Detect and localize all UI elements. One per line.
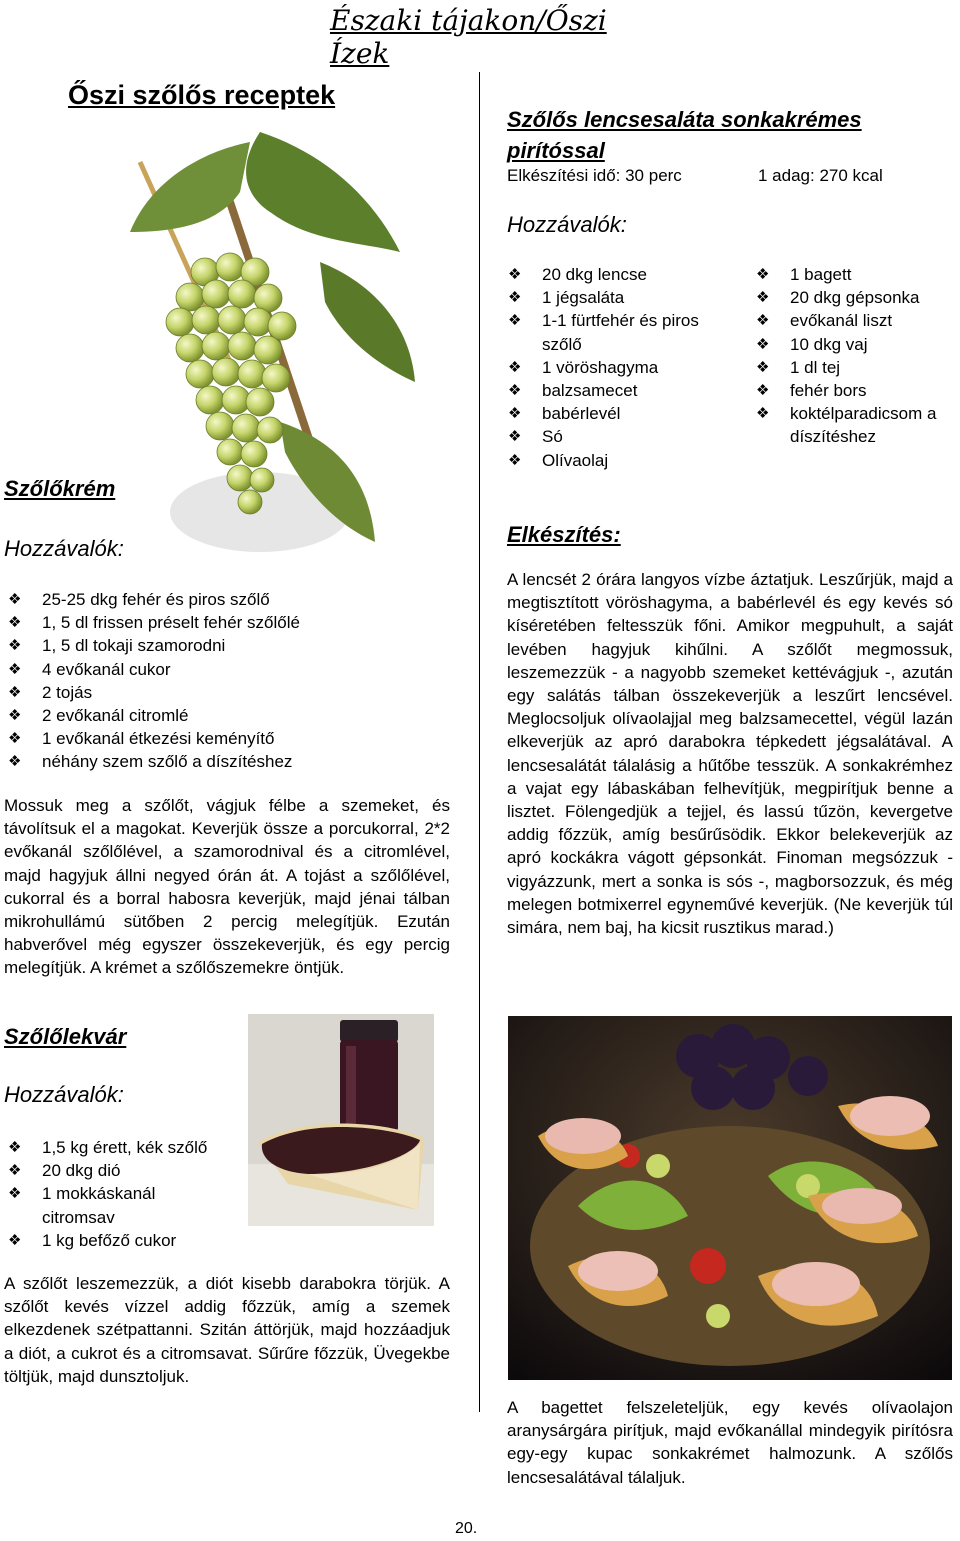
recipe2-method: A szőlőt leszemezzük, a diót kisebb darabokra törjük. A szőlőt kevés vízzel addig főzzük, amíg a szemek elkezdenek szétpattanni. Szitán áttörjük, majd hozzáadjuk a diót, a cukrot és a citromsavat. Sűrűre főzzük, Üvegekbe töltjük, majd dunsztoljuk. [4, 1274, 450, 1386]
page-number: 20. [455, 1520, 478, 1537]
list-item: ❖ Olívaolaj [508, 449, 734, 472]
list-item: ❖ 1, 5 dl frissen préselt fehér szőlőlé [8, 611, 448, 634]
list-item: ❖ 1 kg befőző cukor [8, 1229, 238, 1252]
four-diamond-bullet-icon: ❖ [508, 382, 522, 400]
recipe1-method: Mossuk meg a szőlőt, vágjuk félbe a szemeket, és távolítsuk el a magokat. Keverjük össze a porcukorral, 2*2 evőkanál szőlőlével, a szamorodnival és a citromlével, majd hagyjuk állni negyed órán át. A tojást a szőlőlével, cukorral és a borral habosra keverjük, majd jénai tálban mikrohullámú sütőben 2 percig melegítjük. Ezután habverővel még egyszer összekeverjük, és egy percig melegítjük. A krémet a szőlőszemekre öntjük. [4, 796, 450, 978]
recipe1-ingredients-heading: Hozzávalók: [4, 536, 124, 561]
list-item: ❖ 10 dkg vaj [756, 333, 956, 356]
list-item: ❖ fehér bors [756, 379, 956, 402]
four-diamond-bullet-icon: ❖ [8, 591, 22, 608]
four-diamond-bullet-icon: ❖ [8, 1139, 22, 1156]
four-diamond-bullet-icon: ❖ [508, 405, 522, 423]
list-item: ❖ 1-1 fürtfehér és piros szőlő [508, 311, 699, 354]
list-item: ❖ 25-25 dkg fehér és piros szőlő [8, 588, 448, 611]
grape-jam-photo [248, 1014, 434, 1226]
recipe3-ingredient-list-2 [756, 263, 956, 449]
recipe3-title: Szőlős lencsesaláta sonkakrémes pirítóssal [507, 107, 862, 163]
recipe1-title: Szőlőkrém [4, 476, 116, 501]
list-item: ❖ 20 dkg dió [8, 1159, 238, 1182]
four-diamond-bullet-icon: ❖ [8, 1185, 22, 1203]
recipe2-ingredient-list [8, 1136, 238, 1252]
list-item: ❖ koktélparadicsom a díszítéshez [756, 404, 937, 447]
recipe2-title: Szőlőlekvár [4, 1024, 127, 1049]
recipe3-method-heading: Elkészítés: [507, 522, 621, 547]
four-diamond-bullet-icon: ❖ [8, 683, 22, 701]
four-diamond-bullet-icon: ❖ [8, 730, 22, 748]
list-item: ❖ 2 evőkanál citromlé [8, 704, 448, 727]
list-item: ❖ 1 evőkanál étkezési keményítő [8, 727, 448, 750]
recipe2-ingredients-heading: Hozzávalók: [4, 1082, 124, 1107]
list-item: ❖ 1 mokkáskanál citromsav [8, 1184, 156, 1227]
list-item: ❖ 20 dkg gépsonka [756, 286, 956, 309]
list-item: ❖ Só [508, 425, 734, 448]
four-diamond-bullet-icon: ❖ [756, 335, 770, 353]
recipe3-serving: A bagettet felszeleteljük, egy kevés olívaolajon aranysárgára pirítjuk, majd evőkanállal mindegyik pirítósra egy-egy kupac sonkakrémet halmozunk. A szőlős lencsesalátával tálaljuk. [507, 1398, 953, 1487]
grape-bunch-image [110, 122, 420, 570]
list-item: ❖ 2 tojás [8, 681, 448, 704]
four-diamond-bullet-icon: ❖ [8, 614, 22, 632]
four-diamond-bullet-icon: ❖ [508, 289, 522, 307]
four-diamond-bullet-icon: ❖ [508, 451, 522, 469]
four-diamond-bullet-icon: ❖ [508, 358, 522, 376]
list-item: ❖ 20 dkg lencse [508, 263, 734, 286]
list-item: ❖ néhány szem szőlő a díszítéshez [8, 750, 448, 773]
list-item: ❖ 1,5 kg érett, kék szőlő [8, 1136, 238, 1159]
four-diamond-bullet-icon: ❖ [756, 358, 770, 376]
list-item: ❖ balzsamecet [508, 379, 734, 402]
list-item: ❖ 1 jégsaláta [508, 286, 734, 309]
four-diamond-bullet-icon: ❖ [8, 1231, 22, 1249]
recipe3-method: A lencsét 2 órára langyos vízbe áztatjuk. Leszűrjük, majd a megtisztított vöröshagyma, a babérlevél és egy kevés só kíséretében feltesszük főni. Amikor megpuhult, a saját levében hagyjuk kihűlni. A szőlőt megmossuk, leszemezzük - a nagyobb szemeket kettévágjuk -, azután egy salátás tálban összekeverjük a leszűrt lencsével. Meglocsoljuk olívaolajjal meg balzsamecettel, végül lazán elkeverjük az apró darabokra tépkedett jégsalátával. A lencsesalátát tálalásig a hűtőbe tesszük. A sonkakrémhez a vajat egy lábaskában felhevítjük, megpirítjuk benne a lisztet. Fölengedjük a tejjel, és lassú tűzön, kevergetve addig főzzük, amíg besűrűsödik. Ekkor belekeverjük az apró kockákra vágott gépsonkát. Finoman megsózzuk - vigyázzunk, mert a sonka is sós -, magborsozzuk, és még melegen botmixerrel egyneművé keverjük. (Ne keverjük túl simára, nem baj, ha kicsit rusztikus marad.) [507, 570, 953, 938]
list-item: ❖ 1 bagett [756, 263, 956, 286]
list-item: ❖ babérlevél [508, 402, 734, 425]
four-diamond-bullet-icon: ❖ [8, 660, 22, 678]
four-diamond-bullet-icon: ❖ [508, 428, 522, 446]
four-diamond-bullet-icon: ❖ [756, 266, 770, 283]
recipe1-ingredient-list [8, 588, 448, 774]
prep-time: Elkészítési idő: 30 perc [507, 166, 682, 185]
list-item: ❖ 1, 5 dl tokaji szamorodni [8, 634, 448, 657]
four-diamond-bullet-icon: ❖ [508, 312, 522, 330]
four-diamond-bullet-icon: ❖ [8, 753, 22, 771]
lentil-salad-toast-photo [508, 1016, 952, 1380]
list-item: ❖ 1 vöröshagyma [508, 356, 734, 379]
recipe3-ingredients-heading: Hozzávalók: [507, 212, 627, 237]
running-header: Északi tájakon/Őszi Ízek [330, 4, 607, 70]
page-title: Őszi szőlős receptek [68, 80, 336, 110]
portion-calories: 1 adag: 270 kcal [758, 166, 883, 185]
column-divider [479, 72, 480, 1412]
four-diamond-bullet-icon: ❖ [8, 707, 22, 725]
list-item: ❖ 4 evőkanál cukor [8, 658, 448, 681]
four-diamond-bullet-icon: ❖ [756, 405, 770, 423]
four-diamond-bullet-icon: ❖ [8, 1162, 22, 1180]
four-diamond-bullet-icon: ❖ [756, 382, 770, 400]
recipe3-ingredient-list-1 [508, 263, 734, 472]
list-item: ❖ 1 dl tej [756, 356, 956, 379]
four-diamond-bullet-icon: ❖ [508, 266, 522, 283]
four-diamond-bullet-icon: ❖ [756, 312, 770, 330]
four-diamond-bullet-icon: ❖ [8, 637, 22, 655]
four-diamond-bullet-icon: ❖ [756, 289, 770, 307]
list-item: ❖ evőkanál liszt [756, 309, 956, 332]
